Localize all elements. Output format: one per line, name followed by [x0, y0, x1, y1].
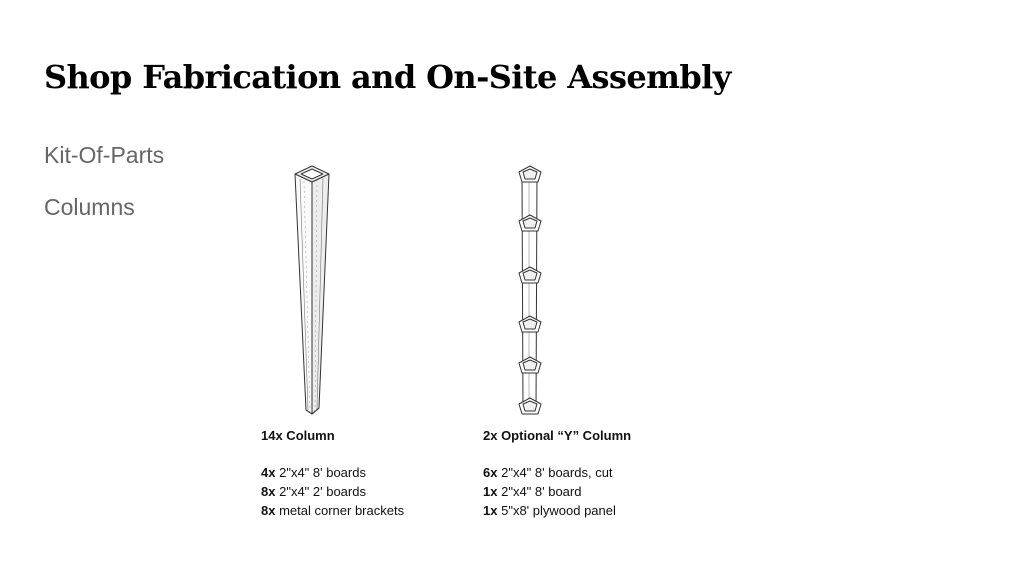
part-qty: 8x	[261, 484, 276, 499]
part-line	[483, 465, 613, 480]
y-column-illustration	[510, 160, 550, 420]
part-line	[261, 484, 366, 499]
subtitle-columns: Columns	[44, 194, 135, 220]
part-qty: 8x	[261, 503, 276, 518]
part-line	[261, 503, 404, 518]
column-illustration	[288, 160, 336, 422]
part-qty: 6x	[483, 465, 498, 480]
part-desc: 2"x4" 8' boards	[279, 465, 366, 480]
part-desc: 5"x8' plywood panel	[501, 503, 616, 518]
part-qty: 4x	[261, 465, 276, 480]
column-heading: 2x Optional “Y” Column	[483, 428, 632, 443]
part-line	[483, 484, 581, 499]
part-desc: 2"x4" 2' boards	[279, 484, 366, 499]
column-heading: 14x Column	[261, 428, 335, 443]
part-qty: 1x	[483, 484, 498, 499]
slide-title: Shop Fabrication and On-Site Assembly	[44, 58, 731, 96]
part-line	[483, 503, 616, 518]
part-desc: metal corner brackets	[279, 503, 405, 518]
subtitle-kit-of-parts: Kit-Of-Parts	[44, 142, 165, 168]
part-line	[261, 465, 366, 480]
part-desc: 2"x4" 8' boards, cut	[501, 465, 613, 480]
part-qty: 1x	[483, 503, 498, 518]
part-desc: 2"x4" 8' board	[501, 484, 582, 499]
